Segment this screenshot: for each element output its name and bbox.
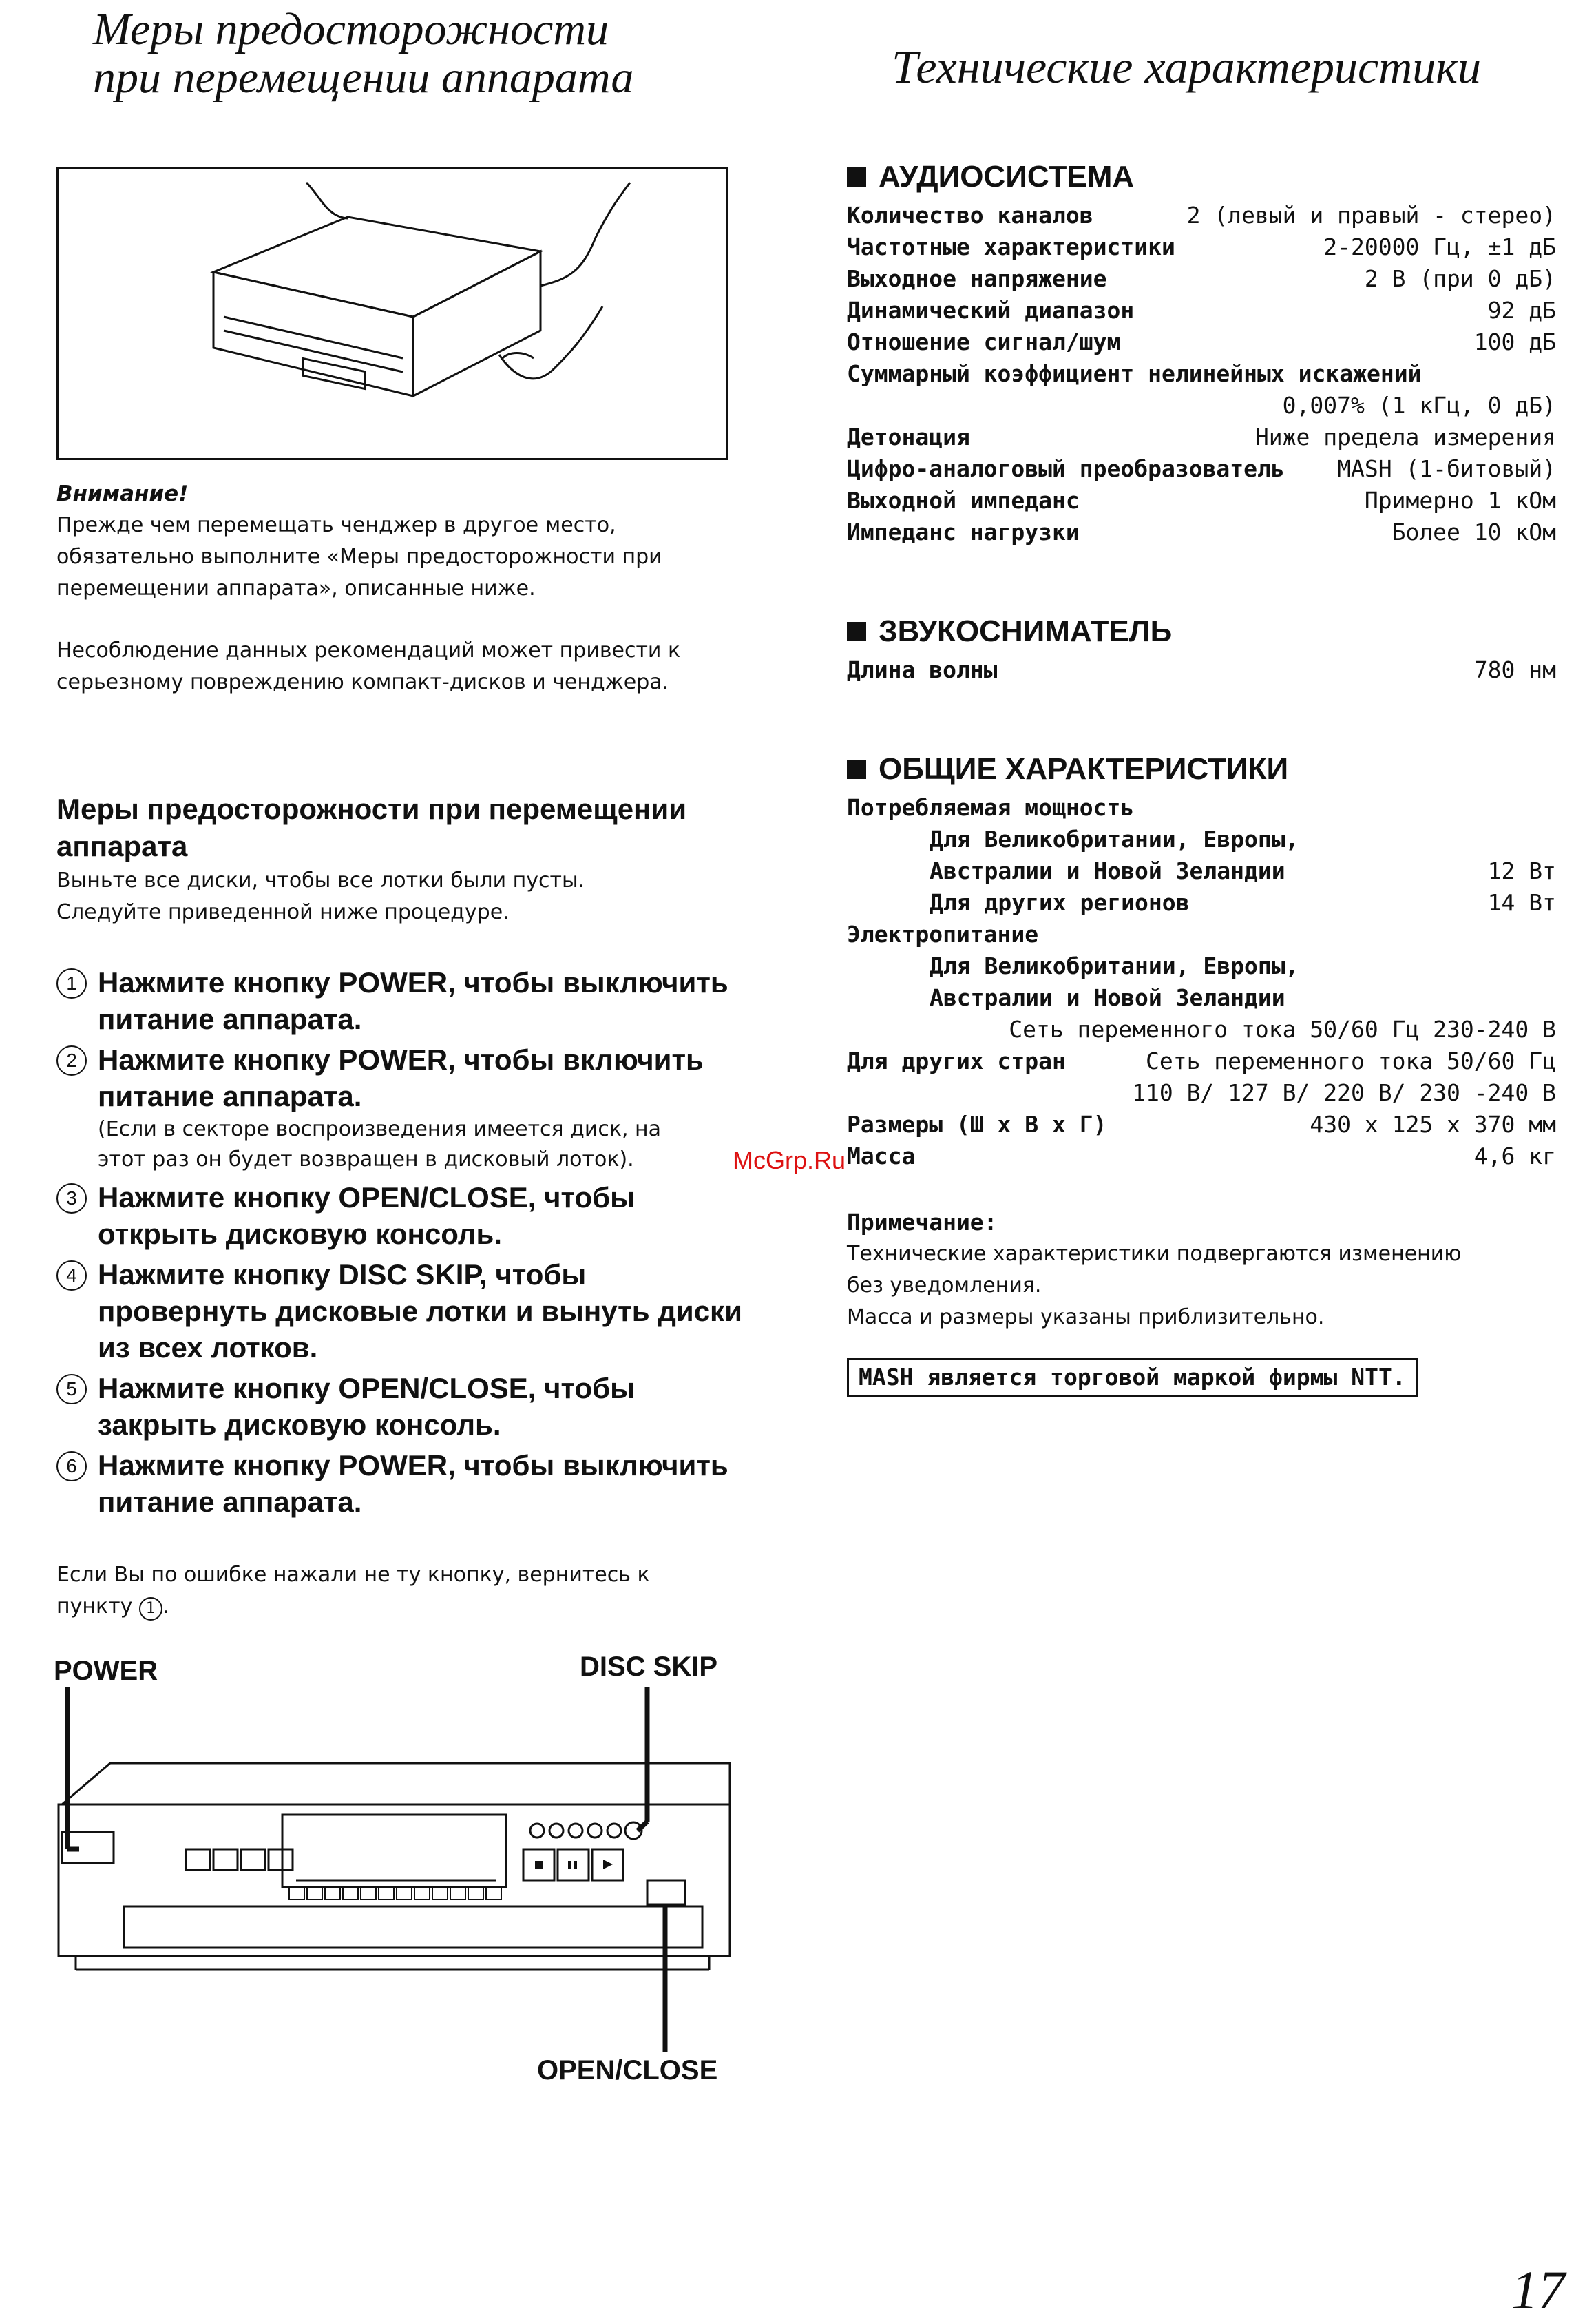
spec-value: 780 нм: [1473, 656, 1556, 683]
bullet-square-icon: [847, 167, 866, 187]
step-text: открыть дисковую консоль.: [98, 1218, 503, 1250]
general-heading-text: ОБЩИЕ ХАРАКТЕРИСТИКИ: [879, 752, 1289, 786]
spec-row: [847, 654, 1556, 686]
warning2-line: серьезному повреждению компакт-дисков и ченджера.: [56, 670, 669, 694]
audio-heading: [847, 160, 1556, 194]
step-text: провернуть дисковые лотки и вынуть диски: [98, 1295, 742, 1327]
retry-line1: Если Вы по ошибке нажали не ту кнопку, вернитесь к: [56, 1563, 650, 1587]
pc-uk-line1: Для Великобритании, Европы,: [930, 826, 1299, 853]
note-line: Масса и размеры указаны приблизительно.: [847, 1305, 1325, 1329]
step-number: 5: [56, 1374, 87, 1404]
spec-value: 14 Вт: [1487, 889, 1556, 916]
step-item: [56, 1041, 779, 1175]
front-panel-diagram: [48, 1687, 744, 2052]
step-note: (Если в секторе воспроизведения имеется диск, на: [98, 1117, 662, 1141]
trademark-box: MASH является торговой маркой фирмы NTT.: [847, 1358, 1418, 1397]
spec-key: Для других стран: [847, 1048, 1066, 1074]
step-text: Нажмите кнопку OPEN/CLOSE, чтобы: [98, 1181, 635, 1214]
retry-note: [56, 1559, 745, 1623]
spec-key: Длина волны: [847, 656, 998, 683]
note-section: [847, 1207, 1556, 1333]
step-text: Нажмите кнопку OPEN/CLOSE, чтобы: [98, 1372, 635, 1404]
page-number: 17: [1511, 2260, 1565, 2320]
general-section: [847, 752, 1556, 1172]
spec-row: [847, 231, 1556, 263]
spec-value: 92 дБ: [1487, 297, 1556, 324]
audio-section: [847, 160, 1556, 548]
spec-key: Выходное напряжение: [847, 265, 1107, 292]
step-text: Нажмите кнопку POWER, чтобы выключить: [98, 1449, 728, 1481]
spec-key: Динамический диапазон: [847, 297, 1135, 324]
step-text: Нажмите кнопку POWER, чтобы включить: [98, 1043, 704, 1076]
spec-row: [847, 1045, 1556, 1077]
warning-text: [56, 510, 745, 605]
warning-block: [56, 478, 745, 698]
step-item: [56, 1179, 779, 1252]
sup-uk-line1: Для Великобритании, Европы,: [930, 953, 1299, 979]
procedure-heading-line2: аппарата: [56, 830, 188, 862]
bullet-square-icon: [847, 760, 866, 779]
general-heading: [847, 752, 1556, 787]
spec-row: [847, 485, 1556, 517]
spec-key: Масса: [847, 1143, 916, 1169]
left-title-line1: Меры предосторожности: [93, 4, 609, 54]
power-label: POWER: [54, 1656, 158, 1686]
spec-row: [847, 326, 1556, 358]
note-line: без уведомления.: [847, 1273, 1042, 1298]
spec-key: Для других регионов: [930, 889, 1190, 916]
step-item: [56, 1447, 779, 1520]
spec-value: 2-20000 Гц, ±1 дБ: [1323, 233, 1556, 260]
spec-value: Примерно 1 кОм: [1364, 487, 1556, 514]
spec-value: Более 10 кОм: [1392, 519, 1556, 545]
spec-value: MASH (1-битовый): [1337, 455, 1556, 482]
spec-key: Выходной импеданс: [847, 487, 1080, 514]
spec-key: Импеданс нагрузки: [847, 519, 1080, 545]
spec-row: [847, 1109, 1556, 1141]
left-title: [93, 6, 633, 102]
sup-uk-value: Сеть переменного тока 50/60 Гц 230-240 В: [1009, 1016, 1556, 1043]
steps-list: [56, 964, 779, 1520]
step-number: 6: [56, 1451, 87, 1481]
open-close-label: OPEN/CLOSE: [537, 2055, 718, 2085]
pickup-heading: [847, 614, 1556, 649]
spec-value: Ниже предела измерения: [1254, 424, 1556, 450]
pickup-section: [847, 614, 1556, 686]
warning-line: перемещении аппарата», описанные ниже.: [56, 576, 536, 601]
step-text: питание аппарата.: [98, 1080, 362, 1112]
supply-key: Электропитание: [847, 921, 1039, 948]
spec-value: 4,6 кг: [1473, 1143, 1556, 1169]
spec-key: Детонация: [847, 424, 970, 450]
cd-changer-front-icon: [48, 1687, 744, 2052]
spec-value: 100 дБ: [1473, 329, 1556, 355]
warning-line: Прежде чем перемещать ченджер в другое место,: [56, 513, 616, 537]
pickup-heading-text: ЗВУКОСНИМАТЕЛЬ: [879, 614, 1173, 648]
spec-value: Сеть переменного тока 50/60 Гц: [1145, 1048, 1556, 1074]
spec-key: Частотные характеристики: [847, 233, 1175, 260]
warning2-line: Несоблюдение данных рекомендаций может привести к: [56, 638, 681, 663]
warning2-text: [56, 635, 745, 698]
spec-row: [847, 263, 1556, 295]
spec-row: [847, 517, 1556, 548]
note-text: [847, 1238, 1556, 1333]
step-item: [56, 1370, 779, 1443]
procedure-intro-line2: Следуйте приведенной ниже процедуре.: [56, 900, 510, 924]
step-text: закрыть дисковую консоль.: [98, 1408, 501, 1441]
step-text: из всех лотков.: [98, 1331, 318, 1364]
retry-step-number: 1: [139, 1597, 162, 1621]
watermark: McGrp.Ru: [733, 1146, 846, 1174]
step-number: 4: [56, 1260, 87, 1291]
general-spec-list: [847, 792, 1556, 1172]
spec-row: [847, 421, 1556, 453]
warning-line: обязательно выполните «Меры предосторожности при: [56, 545, 662, 569]
right-title: Технические характеристики: [892, 41, 1482, 93]
spec-row: [847, 887, 1556, 919]
spec-value: 430 х 125 х 370 мм: [1310, 1111, 1556, 1138]
disc-skip-label: DISC SKIP: [580, 1652, 718, 1682]
step-item: [56, 1256, 779, 1366]
spec-row: [847, 453, 1556, 485]
step-text: питание аппарата.: [98, 1003, 362, 1035]
thd-value: 0,007% (1 кГц, 0 дБ): [1282, 392, 1556, 419]
retry-text: пункту: [56, 1594, 133, 1619]
bullet-square-icon: [847, 622, 866, 641]
step-number: 1: [56, 968, 87, 999]
sup-other-value2: 110 В/ 127 В/ 220 В/ 230 -240 В: [1132, 1079, 1556, 1106]
pickup-spec-list: [847, 654, 1556, 686]
audio-spec-list: [847, 200, 1556, 548]
step-text: Нажмите кнопку POWER, чтобы выключить: [98, 966, 728, 999]
spec-row: [847, 295, 1556, 326]
note-heading: Примечание:: [847, 1209, 998, 1236]
step-note: этот раз он будет возвращен в дисковый лоток).: [98, 1147, 634, 1172]
spec-row: [847, 855, 1556, 887]
retry-line2: пункту 1 .: [56, 1591, 745, 1623]
step-number: 2: [56, 1045, 87, 1076]
spec-key: Размеры (Ш х В х Г): [847, 1111, 1107, 1138]
spec-key: Количество каналов: [847, 202, 1093, 229]
step-number: 3: [56, 1183, 87, 1214]
power-consumption-key: Потребляемая мощность: [847, 794, 1135, 821]
carrying-unit-icon: [59, 169, 726, 458]
spec-key: Австралии и Новой Зеландии: [930, 857, 1285, 884]
step-text: Нажмите кнопку DISC SKIP, чтобы: [98, 1258, 587, 1291]
step-item: [56, 964, 779, 1037]
procedure-intro-line1: Выньте все диски, чтобы все лотки были пусты.: [56, 868, 585, 893]
carry-illustration: [56, 167, 728, 460]
procedure-block: [56, 791, 745, 928]
note-line: Технические характеристики подвергаются изменению: [847, 1242, 1462, 1266]
spec-value: 12 Вт: [1487, 857, 1556, 884]
thd-key: Суммарный коэффициент нелинейных искажений: [847, 360, 1422, 387]
spec-value: 2 В (при 0 дБ): [1364, 265, 1556, 292]
spec-key: Цифро-аналоговый преобразователь: [847, 455, 1285, 482]
sup-uk-line2: Австралии и Новой Зеландии: [930, 984, 1285, 1011]
spec-key: Отношение сигнал/шум: [847, 329, 1121, 355]
spec-value: 2 (левый и правый - стерео): [1186, 202, 1556, 229]
warning-heading: Внимание!: [56, 481, 189, 506]
procedure-intro: [56, 865, 745, 928]
spec-row: [847, 200, 1556, 231]
audio-heading-text: АУДИОСИСТЕМА: [879, 160, 1135, 194]
procedure-heading: [56, 791, 745, 865]
left-title-line2: при перемещении аппарата: [93, 52, 634, 103]
step-text: питание аппарата.: [98, 1486, 362, 1518]
procedure-heading-line1: Меры предосторожности при перемещении: [56, 793, 687, 825]
spec-row: [847, 1141, 1556, 1172]
